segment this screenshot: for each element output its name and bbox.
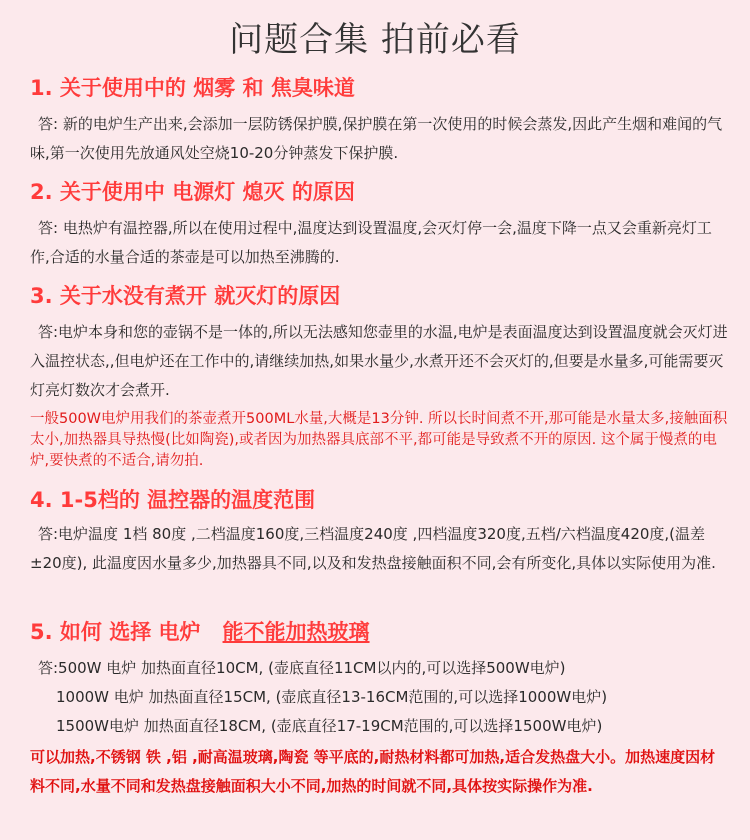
section-5-line-500w: 答:500W 电炉 加热面直径10CM, (壶底直径11CM以内的,可以选择500W电炉) (38, 659, 566, 677)
section-5-line-1500w: 1500W电炉 加热面直径18CM, (壶底直径17-19CM范围的,可以选择1500W电炉) (56, 717, 603, 735)
section-5-title-glass: 能不能加热玻璃 (222, 620, 370, 644)
section-1-title: 1. 关于使用中的 烟雾 和 焦臭味道 (30, 76, 355, 100)
section-4-title: 4. 1-5档的 温控器的温度范围 (30, 488, 316, 512)
section-4-answer: 答:电炉温度 1档 80度 ,二档温度160度,三档温度240度 ,四档温度320度,五档/六档温度420度,(温差±20度), 此温度因水量多少,加热器具不同,以及和发热盘接触面积不同,会有所变化,具体以实际使用为准. (30, 525, 716, 572)
section-5-line-1000w: 1000W 电炉 加热面直径15CM, (壶底直径13-16CM范围的,可以选择1000W电炉) (56, 688, 608, 706)
section-3-answer: 答:电炉本身和您的壶锅不是一体的,所以无法感知您壶里的水温,电炉是表面温度达到设置温度就会灭灯进入温控状态,,但电炉还在工作中的,请继续加热,如果水量少,水煮开还不会灭灯的,但要是水量多,可能需要灭灯亮灯数次才会煮开. (30, 323, 728, 399)
section-5-title (30, 616, 370, 646)
section-3-note: 一般500W电炉用我们的茶壶煮开500ML水量,大概是13分钟. 所以长时间煮不开,那可能是水量太多,接触面积太小,加热器具导热慢(比如陶瓷),或者因为加热器具底部不平,都可能是导致煮不开的原因. 这个属于慢煮的电炉,要快煮的不适合,请勿拍. (30, 411, 728, 469)
section-5-note: 可以加热,不锈钢 铁 ,铝 ,耐高温玻璃,陶瓷 等平底的,耐热材料都可加热,适合发热盘大小。加热速度因材料不同,水量不同和发热盘接触面积大小不同,加热的时间就不同,具体按实际操作为准. (30, 748, 716, 795)
page-title: 问题合集 拍前必看 (229, 20, 521, 60)
section-3-title: 3. 关于水没有煮开 就灭灯的原因 (30, 284, 341, 308)
section-1-answer: 答: 新的电炉生产出来,会添加一层防锈保护膜,保护膜在第一次使用的时候会蒸发,因此产生烟和难闻的气味,第一次使用先放通风处空烧10-20分钟蒸发下保护膜. (30, 115, 723, 162)
section-2-title: 2. 关于使用中 电源灯 熄灭 的原因 (30, 180, 355, 204)
section-5-title-main: 5. 如何 选择 电炉 (30, 620, 201, 644)
section-2-answer: 答: 电热炉有温控器,所以在使用过程中,温度达到设置温度,会灭灯停一会,温度下降一点又会重新亮灯工作,合适的水量合适的茶壶是可以加热至沸腾的. (30, 219, 712, 266)
